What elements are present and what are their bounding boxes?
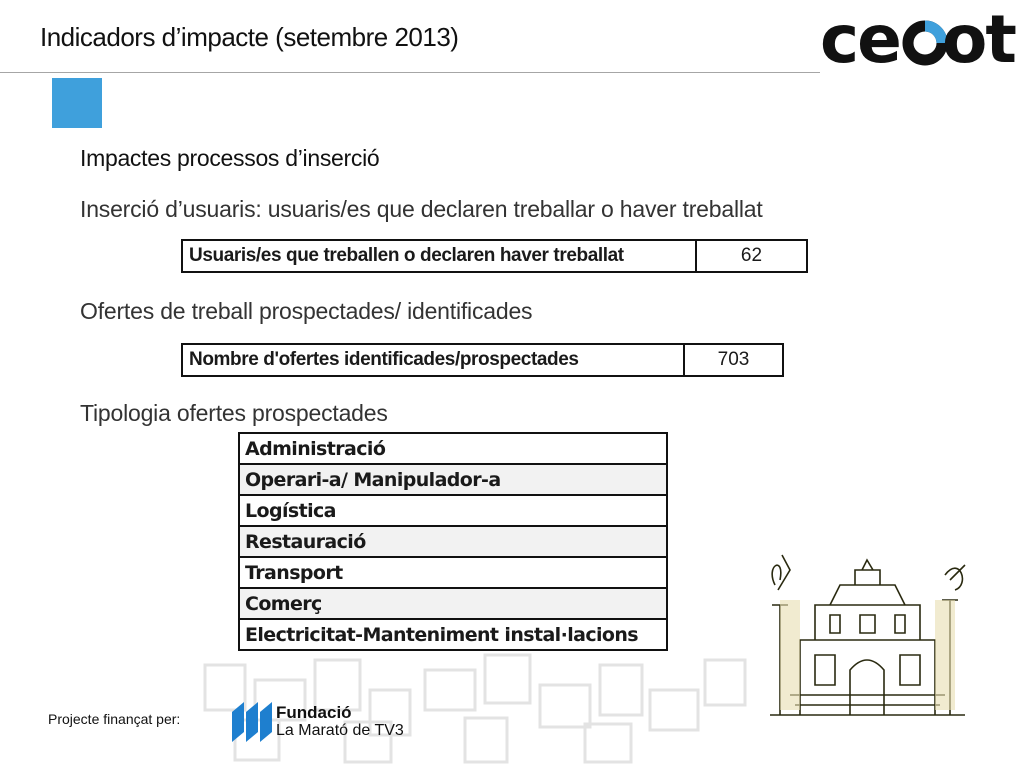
table-row [239, 619, 667, 650]
table-row [239, 464, 667, 495]
funder-name: Fundació [276, 703, 352, 722]
workers-value: 62 [696, 240, 807, 272]
table-row [239, 495, 667, 526]
workers-table [181, 239, 808, 273]
table-row [239, 526, 667, 557]
typology-item: Logística [239, 495, 667, 526]
svg-text:ce: ce [820, 4, 900, 72]
offers-table [181, 343, 784, 377]
typology-item: Transport [239, 557, 667, 588]
offers-description: Ofertes de treball prospectades/ identificades [80, 298, 533, 324]
offers-value: 703 [684, 344, 783, 376]
accent-square [52, 78, 102, 128]
typology-item: Comerç [239, 588, 667, 619]
funded-by-label: Projecte finançat per: [48, 711, 181, 727]
typology-description: Tipologia ofertes prospectades [80, 400, 388, 426]
typology-item: Restauració [239, 526, 667, 557]
typology-item: Operari-a/ Manipulador-a [239, 464, 667, 495]
typology-item: Electricitat-Manteniment instal·lacions [239, 619, 667, 650]
table-row [182, 344, 783, 376]
svg-text:ot: ot [942, 4, 1015, 72]
offers-label: Nombre d'ofertes identificades/prospectades [182, 344, 684, 376]
title-divider [0, 72, 820, 73]
table-row [239, 557, 667, 588]
insertion-description: Inserció d’usuaris: usuaris/es que declaren treballar o haver treballat [80, 196, 763, 222]
funder-logo [232, 702, 422, 744]
typology-item: Administració [239, 433, 667, 464]
table-row [239, 588, 667, 619]
typology-table [238, 432, 668, 651]
marato-icon [232, 702, 274, 742]
table-row [239, 433, 667, 464]
page-title: Indicadors d’impacte (setembre 2013) [40, 22, 459, 52]
cecot-logo [818, 4, 1018, 72]
section-heading: Impactes processos d’inserció [80, 145, 380, 171]
table-row [182, 240, 807, 272]
building-illustration [760, 545, 975, 720]
funder-subtitle: La Marató de TV3 [276, 722, 404, 739]
workers-label: Usuaris/es que treballen o declaren haver treballat [182, 240, 696, 272]
